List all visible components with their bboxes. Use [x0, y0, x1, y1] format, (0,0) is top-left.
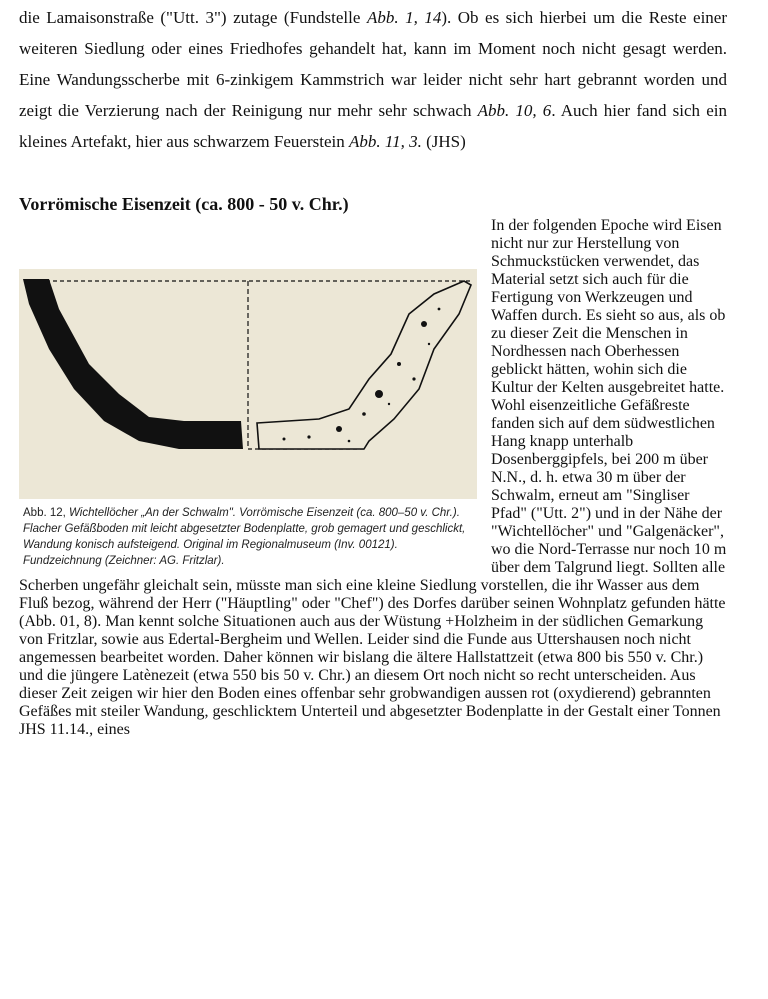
document-page: [19, 0, 727, 739]
caption-prefix: Abb. 12,: [23, 507, 66, 519]
caption-text: Wichtellöcher „An der Schwalm". Vorrömische Eisenzeit (ca. 800–50 v. Chr.). Flacher Gefäßboden mit leicht abgesetzter Bodenplatte, grob gemagert und geschlickt, Wandung konisch aufsteigend. Original im Regionalmuseum (Inv. 00121). Fundzeichnung (Zeichner: AG. Fritzlar).: [23, 507, 466, 567]
section-body: In der folgenden Epoche wird Eisen nicht nur zur Herstellung von Schmuckstücken verwendet, das Material setzt sich auch für die Fertigung von Werkzeugen und Waffen durch. Es sieht so aus, als ob zu dieser Zeit die Menschen in Nordhessen nach Oberhessen geblickt hätten, wohin sich die Kultur der Kelten ausgebreitet hatte. Wohl eisenzeitliche Gefäßreste fanden sich auf dem südwestlichen Hang knapp unterhalb Dosenberggipfels, bei 200 m über N.N., d. h. etwa 30 m über der Schwalm, erneut am "Singliser Pfad" ("Utt. 2") und in der Nähe der "Wichtellöcher" und "Galgenäcker", wo die Nord-Terrasse nur noch 10 m über dem Talgrund liegt. Sollten alle Scherben ungefähr gleichalt sein, müsste man sich eine kleine Siedlung vorstellen, die ihr Wasser aus dem Fluß bezog, während der Herr ("Häuptling" oder "Chef") des Dorfes darüber seinen Wohnplatz gefunden hätte (Abb. 01, 8). Man kennt solche Situationen auch aus der Wüstung +Holzheim in der südlichen Gemarkung von Fritzlar, sowie aus Edertal-Bergheim und Wellen. Leider sind die Funde aus Uttershausen noch nicht angemessen bearbeitet worden. Daher können wir bislang die ältere Hallstattzeit (etwa 800 bis 550 v. Chr.) und die jüngere Latènezeit (etwa 550 bis 50 v. Chr.) an diesem Ort noch nicht so recht unterscheiden. Aus dieser Zeit zeigen wir hier den Boden eines offenbar sehr grobwandigen aussen rot (oxydierend) gebrannten Gefäßes mit steiler Wandung, geschlicktem Unterteil und abgesetzter Bodenplatte in der Gestalt einer Tonnen JHS 11.14., eines: [19, 217, 727, 738]
figure-reference: Abb. 11, 3.: [348, 132, 422, 151]
intro-text-2: ). Ob es sich hierbei um die Reste einer weiteren Siedlung oder eines Friedhofes gehandelt hat, kann im Moment noch nicht gesagt werden. Eine Wandungsscherbe mit 6-zinkigem Kammstrich war leider nicht sehr hart gebrannt worden und zeigt die Verzierung nach der Reinigung nur mehr sehr schwach: [19, 8, 728, 120]
intro-text-1: die Lamaisonstraße ("Utt. 3") zutage (Fundstelle: [19, 8, 367, 27]
figure-reference: Abb. 10, 6: [477, 101, 552, 120]
figure-reference: Abb. 1, 14: [366, 8, 442, 27]
pottery-drawing: [19, 269, 477, 499]
intro-text-3: . Auch hier fand sich ein kleines Artefakt, hier aus schwarzem Feuerstein: [19, 101, 727, 151]
intro-paragraph: [19, 2, 727, 157]
section-heading: Vorrömische Eisenzeit (ca. 800 - 50 v. Chr.): [19, 194, 349, 214]
intro-text-4: (JHS): [421, 132, 466, 151]
figure-caption: [19, 499, 477, 569]
figure-block: [19, 269, 477, 569]
